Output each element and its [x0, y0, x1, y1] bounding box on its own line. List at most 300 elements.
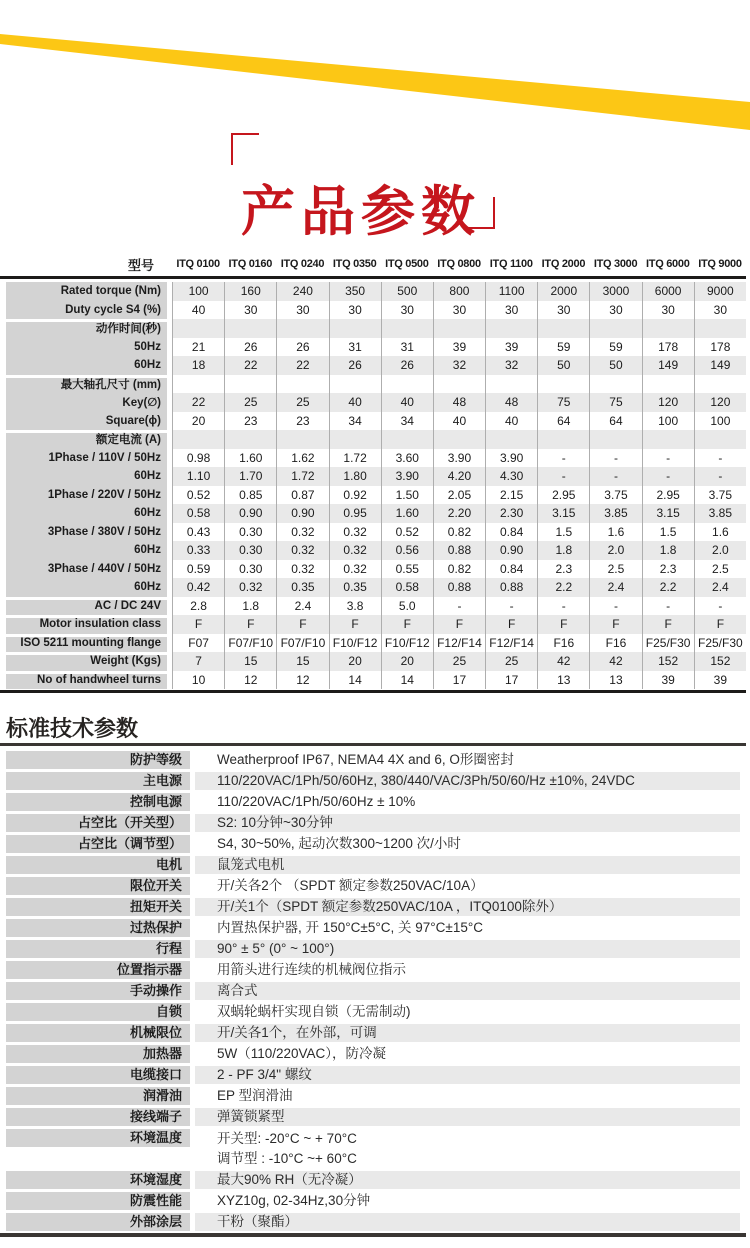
tech-row	[6, 898, 740, 916]
spec-cell	[589, 375, 641, 394]
spec-cell: F16	[589, 634, 641, 653]
spec-cell: 30	[224, 301, 276, 320]
tech-row	[6, 1171, 740, 1189]
spec-cell: 178	[642, 338, 694, 357]
spec-cell: 0.98	[172, 449, 224, 468]
spec-cell: 30	[329, 301, 381, 320]
spec-cell: 2.20	[433, 504, 485, 523]
spec-cell: 1.5	[642, 523, 694, 542]
spec-cell: 25	[485, 652, 537, 671]
tech-row-label: 主电源	[6, 772, 190, 790]
spec-cell: F	[694, 615, 746, 634]
tech-row-value: 离合式	[195, 982, 740, 1000]
spec-cell	[537, 430, 589, 449]
tech-row-value: S2: 10分钟~30分钟	[195, 814, 740, 832]
spec-cell: 30	[694, 301, 746, 320]
tech-row-value: 90° ± 5° (0° ~ 100°)	[195, 940, 740, 958]
spec-cell: 15	[276, 652, 328, 671]
spec-cell: 2.15	[485, 486, 537, 505]
spec-row	[6, 449, 746, 468]
spec-cell: F10/F12	[329, 634, 381, 653]
tech-row-value-line: 调节型 : -10°C ~+ 60°C	[217, 1150, 357, 1166]
spec-cell: 0.88	[485, 578, 537, 597]
spec-row	[6, 393, 746, 412]
spec-cell: F25/F30	[642, 634, 694, 653]
spec-cell: 13	[537, 671, 589, 690]
spec-cell: 3.60	[381, 449, 433, 468]
spec-table-bottom-rule	[0, 690, 746, 693]
spec-cell: 30	[589, 301, 641, 320]
spec-cell: -	[485, 597, 537, 616]
spec-cell: 22	[172, 393, 224, 412]
spec-cell: 10	[172, 671, 224, 690]
spec-cell: -	[537, 597, 589, 616]
spec-cell: 0.55	[381, 560, 433, 579]
spec-row	[6, 282, 746, 301]
model-header: ITQ 9000	[698, 258, 742, 270]
spec-cell: -	[694, 467, 746, 486]
spec-cell: -	[642, 449, 694, 468]
tech-row-label: 机械限位	[6, 1024, 190, 1042]
spec-cell: 2.05	[433, 486, 485, 505]
spec-cell	[381, 430, 433, 449]
spec-row-label: 60Hz	[6, 578, 172, 597]
tech-row-label: 过热保护	[6, 919, 190, 937]
spec-cell	[485, 319, 537, 338]
tech-row	[6, 856, 740, 874]
tech-row	[6, 835, 740, 853]
spec-cell: 160	[224, 282, 276, 301]
spec-cell: -	[694, 597, 746, 616]
spec-row-label: 额定电流 (A)	[6, 430, 172, 449]
spec-cell: 1.5	[537, 523, 589, 542]
spec-cell: -	[433, 597, 485, 616]
spec-cell: 0.87	[276, 486, 328, 505]
spec-cell: 0.32	[329, 560, 381, 579]
tech-row-label: 自锁	[6, 1003, 190, 1021]
tech-row-label: 环境湿度	[6, 1171, 190, 1189]
spec-cell: 0.35	[329, 578, 381, 597]
spec-cell	[224, 319, 276, 338]
tech-row-label: 位置指示器	[6, 961, 190, 979]
spec-cell: 6000	[642, 282, 694, 301]
spec-row	[6, 430, 746, 449]
spec-cell: 25	[433, 652, 485, 671]
spec-cell	[433, 319, 485, 338]
product-spec-table	[6, 282, 746, 689]
tech-row-value: 2 - PF 3/4" 螺纹	[195, 1066, 740, 1084]
spec-cell: 120	[694, 393, 746, 412]
spec-cell: 1.10	[172, 467, 224, 486]
spec-cell: 3000	[589, 282, 641, 301]
spec-cell: 149	[694, 356, 746, 375]
spec-row-label: Weight (Kgs)	[6, 652, 172, 671]
spec-cell: 1.8	[537, 541, 589, 560]
spec-cell: -	[537, 467, 589, 486]
spec-cell: 0.92	[329, 486, 381, 505]
tech-row-label: 润滑油	[6, 1087, 190, 1105]
spec-row	[6, 652, 746, 671]
spec-row-label: ISO 5211 mounting flange	[6, 634, 172, 653]
spec-cell	[224, 375, 276, 394]
spec-cell: 0.56	[381, 541, 433, 560]
tech-row-value: XYZ10g, 02-34Hz,30分钟	[217, 1193, 371, 1208]
spec-cell: 0.30	[224, 560, 276, 579]
page-title: 产品参数	[241, 182, 481, 243]
spec-cell: 30	[276, 301, 328, 320]
spec-row	[6, 486, 746, 505]
tech-row-value: 开/关各1个，在外部，可调	[195, 1024, 740, 1042]
spec-cell: 18	[172, 356, 224, 375]
spec-cell: 23	[276, 412, 328, 431]
tech-row-label: 手动操作	[6, 982, 190, 1000]
tech-row-value: 最大90% RH（无冷凝）	[195, 1171, 740, 1189]
tech-row	[6, 814, 740, 832]
spec-cell: 0.90	[485, 541, 537, 560]
spec-cell: 23	[224, 412, 276, 431]
spec-cell: 40	[381, 393, 433, 412]
spec-cell: 4.20	[433, 467, 485, 486]
spec-cell: 500	[381, 282, 433, 301]
spec-cell	[642, 319, 694, 338]
spec-cell: 800	[433, 282, 485, 301]
tech-row-label: 加热器	[6, 1045, 190, 1063]
spec-row-label: Rated torque (Nm)	[6, 282, 172, 301]
spec-cell	[642, 375, 694, 394]
spec-row	[6, 615, 746, 634]
spec-cell	[433, 375, 485, 394]
spec-cell: F	[329, 615, 381, 634]
spec-cell: F	[381, 615, 433, 634]
spec-cell: 26	[276, 338, 328, 357]
model-header: ITQ 1100	[489, 258, 533, 270]
spec-cell: 2.4	[276, 597, 328, 616]
section-title-underline	[0, 743, 746, 746]
spec-cell: 2.8	[172, 597, 224, 616]
spec-cell: 34	[329, 412, 381, 431]
spec-cell: 31	[381, 338, 433, 357]
spec-row-label: 50Hz	[6, 338, 172, 357]
spec-row	[6, 560, 746, 579]
spec-row	[6, 375, 746, 394]
spec-cell: 100	[172, 282, 224, 301]
spec-cell: 0.90	[224, 504, 276, 523]
spec-cell: F07/F10	[224, 634, 276, 653]
spec-cell	[172, 319, 224, 338]
spec-cell: 2.3	[537, 560, 589, 579]
spec-cell: F	[485, 615, 537, 634]
spec-row	[6, 523, 746, 542]
tech-row-label: 电机	[6, 856, 190, 874]
spec-cell: 2.0	[694, 541, 746, 560]
spec-cell: 7	[172, 652, 224, 671]
spec-table-header	[6, 252, 746, 276]
spec-row-label: 60Hz	[6, 541, 172, 560]
spec-row-label: Duty cycle S4 (%)	[6, 301, 172, 320]
spec-cell: F	[224, 615, 276, 634]
spec-cell: -	[589, 597, 641, 616]
tech-row-value: 5W（110/220VAC），防冷凝	[217, 1046, 387, 1061]
spec-cell: 64	[537, 412, 589, 431]
spec-cell: -	[589, 449, 641, 468]
spec-cell	[224, 430, 276, 449]
spec-cell: 2000	[537, 282, 589, 301]
spec-cell: 75	[537, 393, 589, 412]
tech-row	[6, 1192, 740, 1210]
spec-cell: 0.35	[276, 578, 328, 597]
spec-cell: 0.95	[329, 504, 381, 523]
spec-cell	[433, 430, 485, 449]
tech-row-value: 内置热保护器, 开 150°C±5°C, 关 97°C±15°C	[217, 920, 483, 935]
spec-cell: 3.15	[642, 504, 694, 523]
spec-cell: 2.2	[537, 578, 589, 597]
spec-cell: F12/F14	[433, 634, 485, 653]
spec-cell: 152	[642, 652, 694, 671]
spec-row-label: 60Hz	[6, 504, 172, 523]
tech-row	[6, 1129, 740, 1168]
spec-cell	[172, 375, 224, 394]
spec-cell: 1.60	[224, 449, 276, 468]
spec-row-label: 1Phase / 220V / 50Hz	[6, 486, 172, 505]
tech-row-label: 电缆接口	[6, 1066, 190, 1084]
spec-cell: 1.72	[329, 449, 381, 468]
yellow-band-decoration	[0, 0, 750, 140]
spec-cell	[694, 319, 746, 338]
spec-cell: 0.33	[172, 541, 224, 560]
spec-row-label: 3Phase / 380V / 50Hz	[6, 523, 172, 542]
spec-row-label: 3Phase / 440V / 50Hz	[6, 560, 172, 579]
spec-cell: 42	[537, 652, 589, 671]
spec-cell: 25	[224, 393, 276, 412]
spec-cell: 0.82	[433, 560, 485, 579]
spec-cell	[485, 430, 537, 449]
spec-cell	[172, 430, 224, 449]
spec-row-label: Motor insulation class	[6, 615, 172, 634]
spec-cell: 25	[276, 393, 328, 412]
spec-cell: 40	[485, 412, 537, 431]
spec-cell: 178	[694, 338, 746, 357]
spec-row	[6, 412, 746, 431]
spec-cell: 240	[276, 282, 328, 301]
spec-cell: 50	[537, 356, 589, 375]
tech-row-value: 开/关1个（SPDT 额定参数250VAC/10A ，ITQ0100除外）	[195, 898, 740, 916]
spec-cell: 0.58	[172, 504, 224, 523]
tech-row-value: 110/220VAC/1Ph/50/60Hz ± 10%	[217, 794, 416, 809]
tech-row-value: EP 型润滑油	[217, 1088, 293, 1103]
spec-cell	[329, 319, 381, 338]
spec-row	[6, 671, 746, 690]
spec-cell: 42	[589, 652, 641, 671]
spec-cell: 17	[485, 671, 537, 690]
page-bottom-rule	[0, 1233, 746, 1237]
spec-cell: 14	[329, 671, 381, 690]
spec-cell: 3.75	[589, 486, 641, 505]
spec-cell: F10/F12	[381, 634, 433, 653]
spec-cell: 1.8	[224, 597, 276, 616]
tech-row	[6, 1213, 740, 1231]
spec-cell: 2.5	[589, 560, 641, 579]
spec-row	[6, 578, 746, 597]
spec-cell: 40	[433, 412, 485, 431]
spec-cell: 100	[642, 412, 694, 431]
spec-cell: F16	[537, 634, 589, 653]
section-title: 标准技术参数	[6, 716, 139, 741]
model-column-label: 型号	[127, 257, 154, 273]
tech-row	[6, 1066, 740, 1084]
spec-cell: 0.82	[433, 523, 485, 542]
spec-cell: -	[537, 449, 589, 468]
spec-cell: 12	[224, 671, 276, 690]
spec-cell: 12	[276, 671, 328, 690]
tech-row	[6, 982, 740, 1000]
spec-cell	[329, 375, 381, 394]
spec-cell: 2.30	[485, 504, 537, 523]
tech-row-value: Weatherproof IP67, NEMA4 4X and 6, O形圈密封	[217, 752, 514, 767]
spec-cell: 2.2	[642, 578, 694, 597]
spec-cell: 30	[537, 301, 589, 320]
tech-row-label: 扭矩开关	[6, 898, 190, 916]
spec-cell: F07/F10	[276, 634, 328, 653]
spec-cell: F	[589, 615, 641, 634]
spec-cell: 0.30	[224, 541, 276, 560]
spec-cell	[276, 430, 328, 449]
tech-row	[6, 751, 740, 769]
spec-row-label: Key(∅)	[6, 393, 172, 412]
spec-cell: 75	[589, 393, 641, 412]
spec-cell: 0.88	[433, 578, 485, 597]
spec-cell	[276, 375, 328, 394]
spec-cell: 3.8	[329, 597, 381, 616]
spec-cell: 1.62	[276, 449, 328, 468]
spec-cell: 0.88	[433, 541, 485, 560]
spec-cell: 152	[694, 652, 746, 671]
spec-cell: 22	[276, 356, 328, 375]
spec-cell: 26	[381, 356, 433, 375]
spec-cell: 20	[172, 412, 224, 431]
spec-row-label: Square(ϕ)	[6, 412, 172, 431]
spec-cell: 40	[329, 393, 381, 412]
spec-cell: 1.6	[589, 523, 641, 542]
title-bracket-top-left-icon	[231, 133, 259, 165]
spec-cell: 2.4	[589, 578, 641, 597]
spec-row	[6, 634, 746, 653]
spec-row-label: 60Hz	[6, 356, 172, 375]
spec-cell: 149	[642, 356, 694, 375]
title-bracket-bottom-right-icon	[467, 197, 495, 229]
spec-cell	[381, 319, 433, 338]
spec-cell: -	[642, 597, 694, 616]
tech-row	[6, 1108, 740, 1126]
standard-tech-spec-table	[6, 751, 740, 1234]
spec-cell: 0.30	[224, 523, 276, 542]
spec-cell: -	[589, 467, 641, 486]
spec-cell: 32	[433, 356, 485, 375]
tech-row-label: 环境温度	[6, 1129, 190, 1147]
spec-cell: 14	[381, 671, 433, 690]
spec-cell: 2.0	[589, 541, 641, 560]
spec-row-label: AC / DC 24V	[6, 597, 172, 616]
spec-cell: 0.90	[276, 504, 328, 523]
spec-cell: 1.70	[224, 467, 276, 486]
tech-row-value: 用箭头进行连续的机械阀位指示	[217, 962, 406, 977]
spec-cell: F07	[172, 634, 224, 653]
tech-row-value: 弹簧锁紧型	[195, 1108, 740, 1126]
tech-row	[6, 961, 740, 979]
spec-cell: 1.6	[694, 523, 746, 542]
spec-cell: 1.80	[329, 467, 381, 486]
spec-row-label: 1Phase / 110V / 50Hz	[6, 449, 172, 468]
spec-cell: 2.95	[537, 486, 589, 505]
tech-row	[6, 1045, 740, 1063]
spec-cell: 13	[589, 671, 641, 690]
tech-row-value	[195, 1129, 740, 1168]
tech-row-label: 外部涂层	[6, 1213, 190, 1231]
spec-cell: 3.90	[433, 449, 485, 468]
tech-row	[6, 793, 740, 811]
tech-row-label: 接线端子	[6, 1108, 190, 1126]
spec-table-top-rule	[0, 276, 746, 279]
spec-cell: 0.32	[276, 560, 328, 579]
spec-row	[6, 504, 746, 523]
spec-cell: 2.5	[694, 560, 746, 579]
spec-cell: F	[276, 615, 328, 634]
spec-cell: 100	[694, 412, 746, 431]
spec-cell: 30	[381, 301, 433, 320]
spec-cell: 0.32	[276, 541, 328, 560]
spec-cell: 64	[589, 412, 641, 431]
model-header: ITQ 0350	[332, 258, 377, 270]
spec-cell: F	[642, 615, 694, 634]
tech-row-label: 控制电源	[6, 793, 190, 811]
spec-cell: 3.90	[485, 449, 537, 468]
spec-cell: 350	[329, 282, 381, 301]
spec-cell: 3.90	[381, 467, 433, 486]
spec-cell: 40	[172, 301, 224, 320]
spec-cell	[642, 430, 694, 449]
spec-cell: 20	[381, 652, 433, 671]
spec-cell: 9000	[694, 282, 746, 301]
tech-row-value-line: 开关型: -20°C ~ + 70°C	[217, 1131, 357, 1146]
tech-row-label: 行程	[6, 940, 190, 958]
tech-row-value: 110/220VAC/1Ph/50/60Hz, 380/440/VAC/3Ph/50/60/Hz ±10%, 24VDC	[195, 772, 740, 790]
spec-row-label: 最大轴孔尺寸 (mm)	[6, 375, 172, 394]
spec-cell: 5.0	[381, 597, 433, 616]
spec-cell: 20	[329, 652, 381, 671]
spec-cell: 26	[329, 356, 381, 375]
spec-cell: 39	[433, 338, 485, 357]
spec-cell: 59	[537, 338, 589, 357]
spec-cell: 48	[433, 393, 485, 412]
tech-row	[6, 772, 740, 790]
spec-cell: F12/F14	[485, 634, 537, 653]
spec-cell: 34	[381, 412, 433, 431]
tech-row	[6, 1024, 740, 1042]
tech-row	[6, 940, 740, 958]
spec-cell	[381, 375, 433, 394]
spec-cell: 21	[172, 338, 224, 357]
tech-row	[6, 1087, 740, 1105]
spec-cell: 0.59	[172, 560, 224, 579]
spec-cell: 48	[485, 393, 537, 412]
spec-row	[6, 467, 746, 486]
spec-cell: 2.3	[642, 560, 694, 579]
tech-row-value: 鼠笼式电机	[195, 856, 740, 874]
tech-row-label: 防护等级	[6, 751, 190, 769]
model-header: ITQ 0160	[228, 258, 273, 270]
spec-row	[6, 338, 746, 357]
model-header: ITQ 6000	[646, 258, 690, 270]
spec-cell: F	[537, 615, 589, 634]
